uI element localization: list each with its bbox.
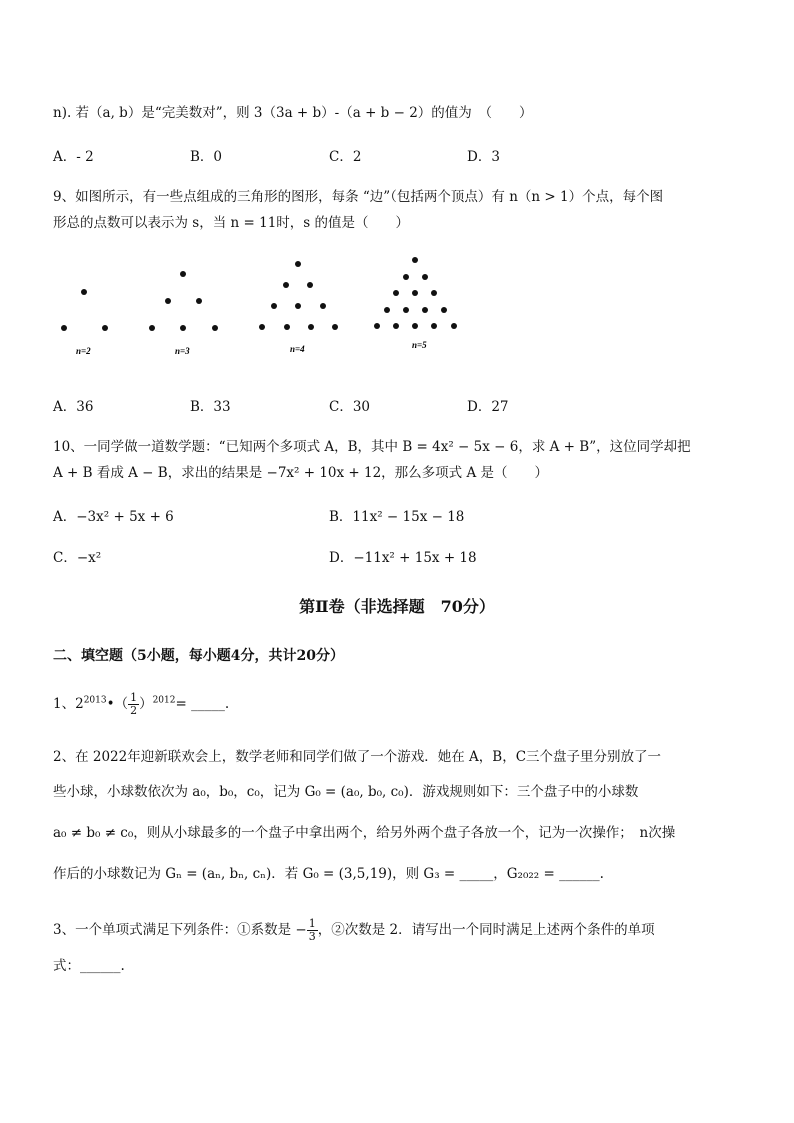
dot [403, 307, 409, 313]
dot [307, 282, 313, 288]
dot [81, 289, 87, 295]
dot [61, 325, 67, 331]
fill2-line2: 些小球，小球数依次为 a₀，b₀，c₀，记为 G₀ = (a₀, b₀, c₀)．游戏规则如下：三个盘子中的小球数 [53, 784, 639, 800]
fill1-mid: •（ [106, 696, 129, 712]
dot [180, 325, 186, 331]
q9-option-c: C．30 [329, 399, 371, 415]
q9-option-b: B．33 [190, 399, 231, 415]
dot [403, 274, 409, 280]
dot [412, 323, 418, 329]
q10-option-c: C．−x² [53, 550, 102, 566]
section2-heading: 二、填空题（5小题，每小题4分，共计20分） [53, 648, 344, 664]
dot [393, 290, 399, 296]
dot [412, 257, 418, 263]
dot [374, 323, 380, 329]
frac-numerator: 1 [130, 691, 138, 704]
q8-option-b: B．0 [190, 149, 223, 165]
dot [431, 323, 437, 329]
dot [441, 307, 447, 313]
dot [320, 303, 326, 309]
q10-stem-line2: A + B 看成 A − B，求出的结果是 −7x² + 10x + 12，那么多项式 A 是（ ） [53, 465, 549, 481]
triangle-n2 [61, 289, 108, 356]
label-n3: n=3 [175, 346, 190, 356]
fill2-line3: a₀ ≠ b₀ ≠ c₀，则从小球最多的一个盘子中拿出两个，给另外两个盘子各放一个，记为一次操作； n次操 [53, 825, 676, 841]
dot [451, 323, 457, 329]
q8-stem: n). 若（a, b）是“完美数对”，则 3（3a + b）-（a + b − 2）的值为 （ ） [53, 105, 533, 121]
dot [180, 271, 186, 277]
fill1-exp1: 2013 [83, 695, 107, 706]
q10-stem-line1: 10、一同学做一道数学题：“已知两个多项式 A，B，其中 B = 4x² − 5x − 6，求 A + B”，这位同学却把 [53, 439, 691, 455]
q8-option-a: A．- 2 [53, 149, 94, 165]
dot [422, 307, 428, 313]
dot [295, 303, 301, 309]
dot [283, 282, 289, 288]
triangle-n3 [149, 271, 218, 356]
frac-numerator: 1 [308, 917, 316, 930]
dot [102, 325, 108, 331]
dot [384, 307, 390, 313]
triangle-n5 [374, 257, 457, 350]
dot [295, 261, 301, 267]
q9-stem-line2: 形总的点数可以表示为 s，当 n = 11时，s 的值是（ ） [53, 215, 409, 231]
q8-option-c: C．2 [329, 149, 362, 165]
fill3-line1 [53, 918, 655, 943]
dot-triangle-svg [50, 248, 480, 363]
dot [431, 290, 437, 296]
fill2-line1: 2、在 2022年迎新联欢会上，数学老师和同学们做了一个游戏．她在 A，B，C三个盘子里分别放了一 [53, 749, 662, 765]
fill3-prefix: 3、一个单项式满足下列条件：①系数是 − [53, 922, 307, 938]
fraction-one-half [128, 692, 139, 717]
fill3-line2: 式：______. [53, 958, 125, 974]
dot [332, 324, 338, 330]
dot [393, 323, 399, 329]
frac-denominator: 2 [130, 704, 138, 717]
q10-option-b: B．11x² − 15x − 18 [329, 509, 465, 525]
fill1-exp2: 2012 [152, 695, 176, 706]
dot [165, 298, 171, 304]
fraction-one-third [307, 918, 318, 943]
dot [149, 325, 155, 331]
label-n5: n=5 [412, 340, 427, 350]
q9-option-d: D．27 [467, 399, 509, 415]
fill1-prefix: 1、2 [53, 696, 84, 712]
q8-option-d: D．3 [467, 149, 500, 165]
q9-stem-line1: 9、如图所示，有一些点组成的三角形的图形，每条 “边”（包括两个顶点）有 n（n > 1）个点，每个图 [53, 189, 664, 205]
dot-triangle-figure [50, 248, 480, 363]
dot [271, 303, 277, 309]
fill1-close: ） [139, 696, 153, 712]
q9-option-a: A．36 [53, 399, 94, 415]
dot [212, 325, 218, 331]
q10-option-a: A．−3x² + 5x + 6 [53, 509, 174, 525]
fill1-question [53, 692, 229, 717]
q10-option-d: D．−11x² + 15x + 18 [329, 550, 477, 566]
label-n2: n=2 [76, 346, 91, 356]
dot [284, 324, 290, 330]
label-n4: n=4 [290, 344, 305, 354]
dot [412, 290, 418, 296]
fill3-suffix: ，②次数是 2．请写出一个同时满足上述两个条件的单项 [317, 922, 655, 938]
dot [196, 298, 202, 304]
part2-title: 第Ⅱ卷（非选择题 70分） [299, 597, 495, 616]
dot [259, 324, 265, 330]
frac-denominator: 3 [308, 930, 316, 943]
fill2-line4: 作后的小球数记为 Gₙ = (aₙ, bₙ, cₙ)．若 G₀ = (3,5,19)，则 G₃ = _____，G₂₀₂₂ = ______. [53, 866, 604, 882]
dot [308, 324, 314, 330]
fill1-suffix: = _____. [175, 696, 230, 712]
triangle-n4 [259, 261, 338, 354]
dot [422, 274, 428, 280]
